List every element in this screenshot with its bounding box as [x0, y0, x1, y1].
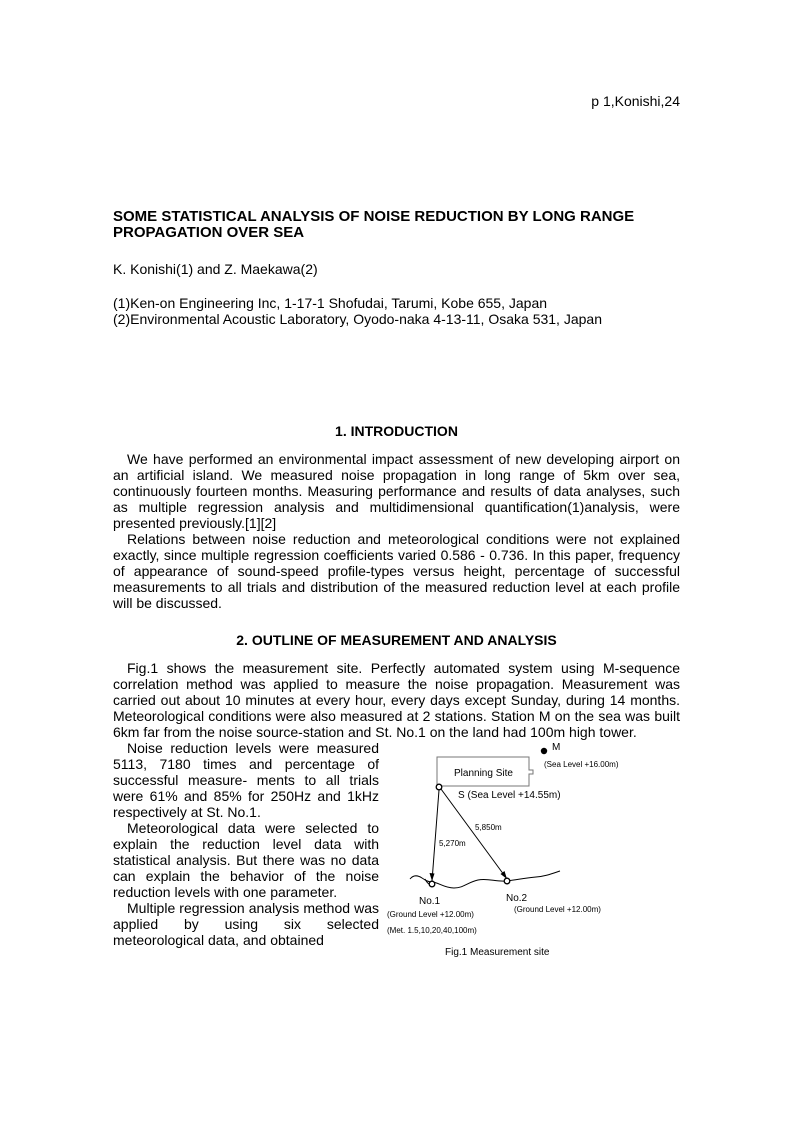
station-no1-marker — [429, 881, 435, 887]
station-no2-level: (Ground Level +12.00m) — [514, 905, 601, 914]
paragraph: Multiple regression analysis method was applied by using six selected meteorological data, and obtained — [113, 900, 379, 948]
paper-body — [113, 208, 680, 958]
section-heading-introduction: 1. INTRODUCTION — [335, 423, 458, 439]
source-point — [436, 784, 442, 790]
paragraph: Relations between noise reduction and meteorological conditions were not explained exactly, since multiple regression coefficients varied 0.586 - 0.736. In this paper, frequency of appearance of sound-speed profile-types versus height, percentage of successful measurements to all trials and distribution of the measured reduction level at each profile will be discussed. — [113, 531, 680, 611]
station-no1-met: (Met. 1.5,10,20,40,100m) — [387, 926, 477, 935]
source-label: S (Sea Level +14.55m) — [458, 790, 561, 801]
station-no2-marker — [504, 878, 510, 884]
paragraph: Meteorological data were selected to explain the reduction level data with statistical analysis. But there was no data can explain the behavior of the noise reduction levels with one parameter. — [113, 820, 379, 900]
paragraph: Fig.1 shows the measurement site. Perfectly automated system using M-sequence correlation method was applied to measure the noise propagation. Measurement was carried out about 10 minutes at every hour, every days except Sunday, during 14 months. Meteorological conditions were also measured at 2 stations. Station M on the sea was built 6km far from the noise source-station and St. No.1 on the land had 100m high tower. — [113, 660, 680, 740]
paragraph: We have performed an environmental impact assessment of new developing airport on an artificial island. We measured noise propagation in long range of 5km over sea, continuously fourteen months. Measuring performance and results of data analyses, such as multiple regression analysis and multidimensional quantification(1)analysis, were presented previously.[1][2] — [113, 451, 680, 531]
station-no2-label: No.2 — [506, 893, 528, 904]
path-to-no2 — [441, 789, 507, 879]
station-m-marker — [541, 748, 547, 754]
section-body-outline — [113, 660, 680, 958]
planning-site-label: Planning Site — [454, 768, 513, 779]
station-m-level: (Sea Level +16.00m) — [544, 760, 619, 769]
page-reference: p 1,Konishi,24 — [591, 93, 680, 109]
author-list: K. Konishi(1) and Z. Maekawa(2) — [113, 261, 318, 277]
figure-caption: Fig.1 Measurement site — [445, 947, 550, 958]
distance-no2-label: 5,850m — [475, 823, 502, 832]
affiliation-2: (2)Environmental Acoustic Laboratory, Oyodo-naka 4-13-11, Osaka 531, Japan — [113, 311, 602, 327]
paragraph: Noise reduction levels were measured 5113, 7180 times and percentage of successful measure- ments to all trials were 61% and 85% for 250Hz and 1kHz respectively at St. No.1. — [113, 740, 379, 820]
left-column — [113, 740, 379, 948]
station-no1-level: (Ground Level +12.00m) — [387, 910, 474, 919]
site-map-diagram — [387, 740, 642, 972]
arrowhead-no1 — [430, 873, 435, 881]
text-and-figure — [113, 740, 680, 958]
distance-no1-label: 5,270m — [439, 839, 466, 848]
section-body-introduction — [113, 451, 680, 611]
station-m-label: M — [552, 742, 561, 753]
section-heading-outline: 2. OUTLINE OF MEASUREMENT AND ANALYSIS — [236, 632, 557, 648]
station-no1-label: No.1 — [419, 896, 441, 907]
affiliations — [113, 295, 680, 327]
figure-measurement-site — [387, 740, 642, 972]
paper-title: SOME STATISTICAL ANALYSIS OF NOISE REDUCTION BY LONG RANGE PROPAGATION OVER SEA — [113, 208, 635, 241]
path-to-no1 — [432, 790, 439, 881]
affiliation-1: (1)Ken-on Engineering Inc, 1-17-1 Shofudai, Tarumi, Kobe 655, Japan — [113, 295, 548, 311]
